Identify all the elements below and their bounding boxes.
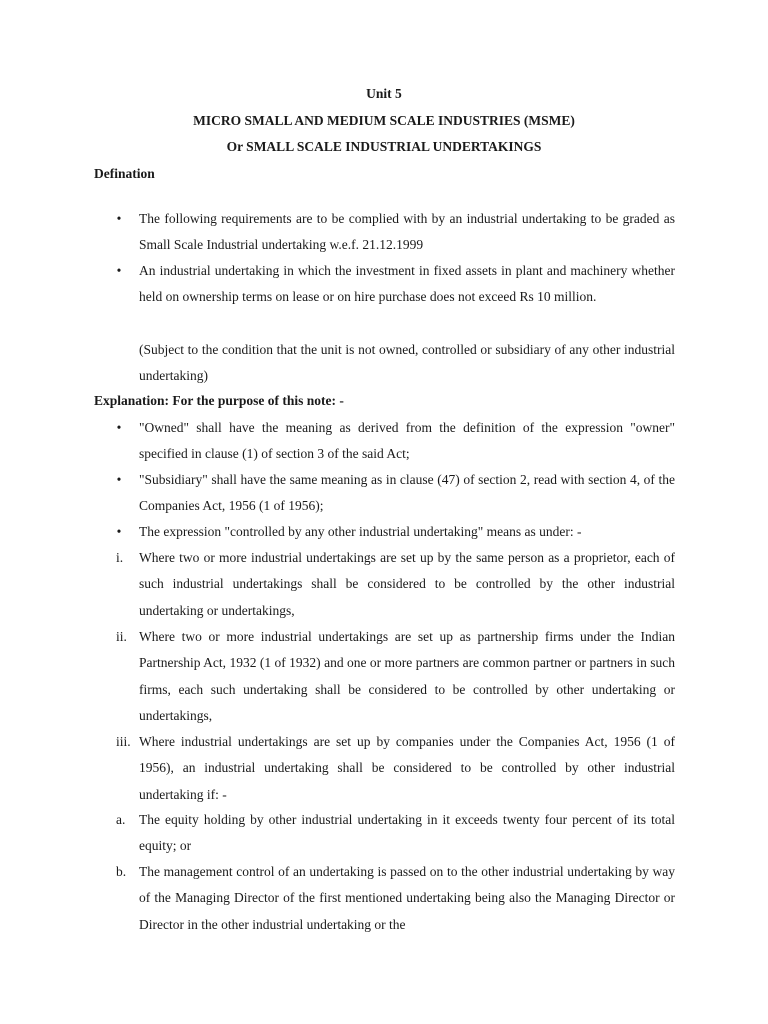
- roman-marker: ii.: [116, 629, 127, 644]
- roman-marker: iii.: [116, 734, 131, 749]
- definition-note: (Subject to the condition that the unit is not owned, controlled or subsidiary of any other industrial undertaking): [139, 342, 675, 384]
- roman-item-ii: Where two or more industrial undertakings are set up as partnership firms under the Indian Partnership Act, 1932 (1 of 1932) and one or more partners are common partner or partners in such firms, each such undertaking shall be considered to be controlled by other undertaking or undertakings,: [139, 629, 675, 723]
- alpha-marker: a.: [116, 812, 126, 827]
- bullet-marker: •: [116, 472, 122, 487]
- alpha-marker: b.: [116, 864, 127, 879]
- main-title: MICRO SMALL AND MEDIUM SCALE INDUSTRIES (MSME): [193, 113, 575, 128]
- bullet-marker: •: [116, 524, 122, 539]
- definition-heading: Defination: [94, 166, 155, 181]
- roman-item-iii: Where industrial undertakings are set up by companies under the Companies Act, 1956 (1 of 1956), an industrial undertaking shall be considered to be controlled by other industrial undertaking if: -: [139, 734, 675, 802]
- roman-item-i: Where two or more industrial undertakings are set up by the same person as a proprietor, each of such industrial undertakings shall be considered to be controlled by the other industrial undertaking or undertakings,: [139, 550, 675, 618]
- bullet-marker: •: [116, 263, 122, 278]
- explanation-bullet-subsidiary: "Subsidiary" shall have the same meaning as in clause (47) of section 2, read with section 4, of the Companies Act, 1956 (1 of 1956);: [139, 472, 675, 514]
- alpha-item-a: The equity holding by other industrial undertaking in it exceeds twenty four percent of its total equity; or: [139, 812, 675, 854]
- roman-marker: i.: [116, 550, 124, 565]
- unit-title: Unit 5: [366, 86, 402, 101]
- alpha-item-b: The management control of an undertaking is passed on to the other industrial undertaking by way of the Managing Director of the first mentioned undertaking being also the Managing Director or Director in the other industrial undertaking or the: [139, 864, 675, 932]
- definition-bullet-1: The following requirements are to be complied with by an industrial undertaking to be graded as Small Scale Industrial undertaking w.e.f. 21.12.1999: [139, 211, 675, 253]
- bullet-marker: •: [116, 211, 122, 226]
- explanation-bullet-controlled: The expression "controlled by any other industrial undertaking" means as under: -: [139, 524, 582, 539]
- sub-title: Or SMALL SCALE INDUSTRIAL UNDERTAKINGS: [226, 139, 542, 154]
- bullet-marker: •: [116, 420, 122, 435]
- explanation-bullet-owned: "Owned" shall have the meaning as derived from the definition of the expression "owner" specified in clause (1) of section 3 of the said Act;: [139, 420, 675, 462]
- definition-bullet-2: An industrial undertaking in which the investment in fixed assets in plant and machinery whether held on ownership terms on lease or on hire purchase does not exceed Rs 10 million.: [139, 263, 675, 305]
- explanation-heading: Explanation: For the purpose of this note: -: [94, 393, 344, 408]
